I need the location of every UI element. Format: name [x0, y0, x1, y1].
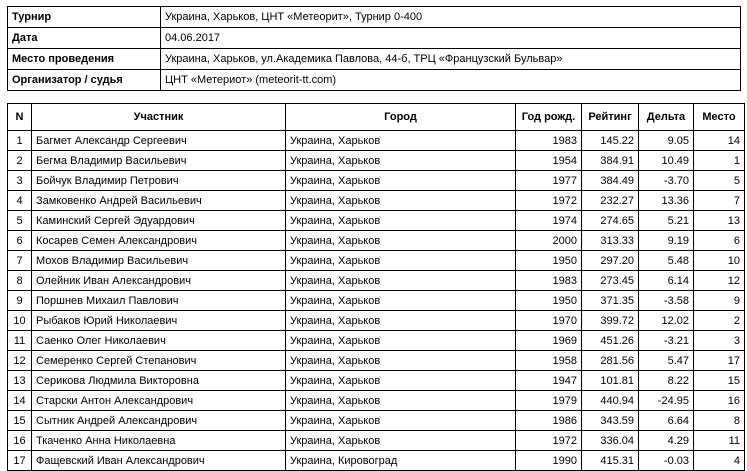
place-cell: 6 — [694, 231, 745, 251]
tournament-info-table — [7, 6, 741, 91]
info-label: Турнир — [8, 7, 161, 28]
rating-cell: 145.22 — [582, 131, 639, 151]
place-cell: 14 — [694, 131, 745, 151]
place-cell: 15 — [694, 371, 745, 391]
rating-cell: 273.45 — [582, 271, 639, 291]
city-cell: Украина, Харьков — [286, 151, 516, 171]
place-cell: 12 — [694, 271, 745, 291]
rating-cell: 399.72 — [582, 311, 639, 331]
city-cell: Украина, Харьков — [286, 131, 516, 151]
participant-name-cell: Саенко Олег Николаевич — [32, 331, 286, 351]
info-row — [8, 70, 741, 91]
info-value: Украина, Харьков, ул.Академика Павлова, 44-б, ТРЦ «Французский Бульвар» — [161, 49, 741, 70]
city-cell: Украина, Харьков — [286, 271, 516, 291]
participant-name-cell: Поршнев Михаил Павлович — [32, 291, 286, 311]
row-number-cell: 1 — [8, 131, 32, 151]
row-number-cell: 5 — [8, 211, 32, 231]
rating-cell: 336.04 — [582, 431, 639, 451]
place-cell: 7 — [694, 191, 745, 211]
table-row — [8, 311, 745, 331]
table-row — [8, 211, 745, 231]
rating-cell: 297.20 — [582, 251, 639, 271]
participant-name-cell: Старски Антон Александрович — [32, 391, 286, 411]
place-cell: 11 — [694, 431, 745, 451]
row-number-cell: 6 — [8, 231, 32, 251]
city-cell: Украина, Харьков — [286, 311, 516, 331]
rating-cell: 274.65 — [582, 211, 639, 231]
city-cell: Украина, Харьков — [286, 251, 516, 271]
city-cell: Украина, Харьков — [286, 191, 516, 211]
birth-year-cell: 1969 — [516, 331, 582, 351]
row-number-cell: 10 — [8, 311, 32, 331]
table-row — [8, 231, 745, 251]
table-row — [8, 371, 745, 391]
place-cell: 13 — [694, 211, 745, 231]
delta-cell: 5.48 — [639, 251, 694, 271]
col-rating-header: Рейтинг — [582, 104, 639, 131]
birth-year-cell: 1947 — [516, 371, 582, 391]
place-cell: 2 — [694, 311, 745, 331]
delta-cell: 5.21 — [639, 211, 694, 231]
delta-cell: 6.14 — [639, 271, 694, 291]
results-body — [8, 131, 745, 471]
participant-name-cell: Косарев Семен Александрович — [32, 231, 286, 251]
row-number-cell: 13 — [8, 371, 32, 391]
delta-cell: 6.64 — [639, 411, 694, 431]
table-row — [8, 291, 745, 311]
delta-cell: -3.21 — [639, 331, 694, 351]
col-place-header: Место — [694, 104, 745, 131]
delta-cell: 13.36 — [639, 191, 694, 211]
participant-name-cell: Семеренко Сергей Степанович — [32, 351, 286, 371]
rating-cell: 451.26 — [582, 331, 639, 351]
participant-name-cell: Сытник Андрей Александрович — [32, 411, 286, 431]
participant-name-cell: Багмет Александр Сергеевич — [32, 131, 286, 151]
birth-year-cell: 1990 — [516, 451, 582, 471]
delta-cell: 5.47 — [639, 351, 694, 371]
city-cell: Украина, Харьков — [286, 211, 516, 231]
row-number-cell: 15 — [8, 411, 32, 431]
birth-year-cell: 2000 — [516, 231, 582, 251]
delta-cell: 4.29 — [639, 431, 694, 451]
info-row — [8, 49, 741, 70]
city-cell: Украина, Кировоград — [286, 451, 516, 471]
city-cell: Украина, Харьков — [286, 391, 516, 411]
col-participant-header: Участник — [32, 104, 286, 131]
table-row — [8, 391, 745, 411]
col-birth-year-header: Год рожд. — [516, 104, 582, 131]
row-number-cell: 12 — [8, 351, 32, 371]
participant-name-cell: Олейник Иван Александрович — [32, 271, 286, 291]
table-row — [8, 431, 745, 451]
row-number-cell: 17 — [8, 451, 32, 471]
place-cell: 1 — [694, 151, 745, 171]
row-number-cell: 9 — [8, 291, 32, 311]
city-cell: Украина, Харьков — [286, 371, 516, 391]
table-row — [8, 331, 745, 351]
row-number-cell: 2 — [8, 151, 32, 171]
place-cell: 5 — [694, 171, 745, 191]
info-value: 04.06.2017 — [161, 28, 741, 49]
participant-name-cell: Бойчук Владимир Петрович — [32, 171, 286, 191]
birth-year-cell: 1972 — [516, 431, 582, 451]
table-row — [8, 171, 745, 191]
place-cell: 17 — [694, 351, 745, 371]
city-cell: Украина, Харьков — [286, 291, 516, 311]
row-number-cell: 8 — [8, 271, 32, 291]
place-cell: 4 — [694, 451, 745, 471]
row-number-cell: 4 — [8, 191, 32, 211]
table-row — [8, 271, 745, 291]
row-number-cell: 7 — [8, 251, 32, 271]
birth-year-cell: 1977 — [516, 171, 582, 191]
city-cell: Украина, Харьков — [286, 431, 516, 451]
row-number-cell: 11 — [8, 331, 32, 351]
delta-cell: 9.19 — [639, 231, 694, 251]
birth-year-cell: 1974 — [516, 211, 582, 231]
place-cell: 9 — [694, 291, 745, 311]
rating-cell: 440.94 — [582, 391, 639, 411]
delta-cell: 12.02 — [639, 311, 694, 331]
delta-cell: -0.03 — [639, 451, 694, 471]
info-row — [8, 7, 741, 28]
info-value: Украина, Харьков, ЦНТ «Метеорит», Турнир 0-400 — [161, 7, 741, 28]
table-row — [8, 151, 745, 171]
participant-name-cell: Каминский Сергей Эдуардович — [32, 211, 286, 231]
birth-year-cell: 1983 — [516, 131, 582, 151]
delta-cell: 10.49 — [639, 151, 694, 171]
place-cell: 8 — [694, 411, 745, 431]
city-cell: Украина, Харьков — [286, 411, 516, 431]
table-row — [8, 411, 745, 431]
birth-year-cell: 1979 — [516, 391, 582, 411]
rating-cell: 371.35 — [582, 291, 639, 311]
row-number-cell: 3 — [8, 171, 32, 191]
rating-cell: 415.31 — [582, 451, 639, 471]
rating-cell: 384.49 — [582, 171, 639, 191]
city-cell: Украина, Харьков — [286, 351, 516, 371]
place-cell: 16 — [694, 391, 745, 411]
col-delta-header: Дельта — [639, 104, 694, 131]
city-cell: Украина, Харьков — [286, 331, 516, 351]
birth-year-cell: 1950 — [516, 291, 582, 311]
rating-cell: 343.59 — [582, 411, 639, 431]
row-number-cell: 16 — [8, 431, 32, 451]
delta-cell: -24.95 — [639, 391, 694, 411]
results-header-row — [8, 104, 745, 131]
info-row — [8, 28, 741, 49]
tournament-info-body — [8, 7, 741, 91]
birth-year-cell: 1954 — [516, 151, 582, 171]
city-cell: Украина, Харьков — [286, 171, 516, 191]
delta-cell: -3.70 — [639, 171, 694, 191]
info-label: Место проведения — [8, 49, 161, 70]
table-row — [8, 251, 745, 271]
rating-cell: 101.81 — [582, 371, 639, 391]
col-number-header: N — [8, 104, 32, 131]
birth-year-cell: 1958 — [516, 351, 582, 371]
row-number-cell: 14 — [8, 391, 32, 411]
birth-year-cell: 1972 — [516, 191, 582, 211]
delta-cell: 8.22 — [639, 371, 694, 391]
col-city-header: Город — [286, 104, 516, 131]
table-row — [8, 191, 745, 211]
place-cell: 10 — [694, 251, 745, 271]
table-row — [8, 351, 745, 371]
table-row — [8, 451, 745, 471]
rating-cell: 384.91 — [582, 151, 639, 171]
place-cell: 3 — [694, 331, 745, 351]
birth-year-cell: 1986 — [516, 411, 582, 431]
birth-year-cell: 1970 — [516, 311, 582, 331]
participant-name-cell: Ткаченко Анна Николаевна — [32, 431, 286, 451]
birth-year-cell: 1983 — [516, 271, 582, 291]
participant-name-cell: Бегма Владимир Васильевич — [32, 151, 286, 171]
rating-cell: 281.56 — [582, 351, 639, 371]
delta-cell: 9.05 — [639, 131, 694, 151]
rating-cell: 232.27 — [582, 191, 639, 211]
participant-name-cell: Фащевский Иван Александрович — [32, 451, 286, 471]
participant-name-cell: Замковенко Андрей Васильевич — [32, 191, 286, 211]
city-cell: Украина, Харьков — [286, 231, 516, 251]
table-row — [8, 131, 745, 151]
delta-cell: -3.58 — [639, 291, 694, 311]
participant-name-cell: Рыбаков Юрий Николаевич — [32, 311, 286, 331]
info-label: Организатор / судья — [8, 70, 161, 91]
participant-name-cell: Серикова Людмила Викторовна — [32, 371, 286, 391]
birth-year-cell: 1950 — [516, 251, 582, 271]
participant-name-cell: Мохов Владимир Васильевич — [32, 251, 286, 271]
rating-cell: 313.33 — [582, 231, 639, 251]
info-label: Дата — [8, 28, 161, 49]
info-value: ЦНТ «Метериот» (meteorit-tt.com) — [161, 70, 741, 91]
results-table — [7, 103, 745, 471]
